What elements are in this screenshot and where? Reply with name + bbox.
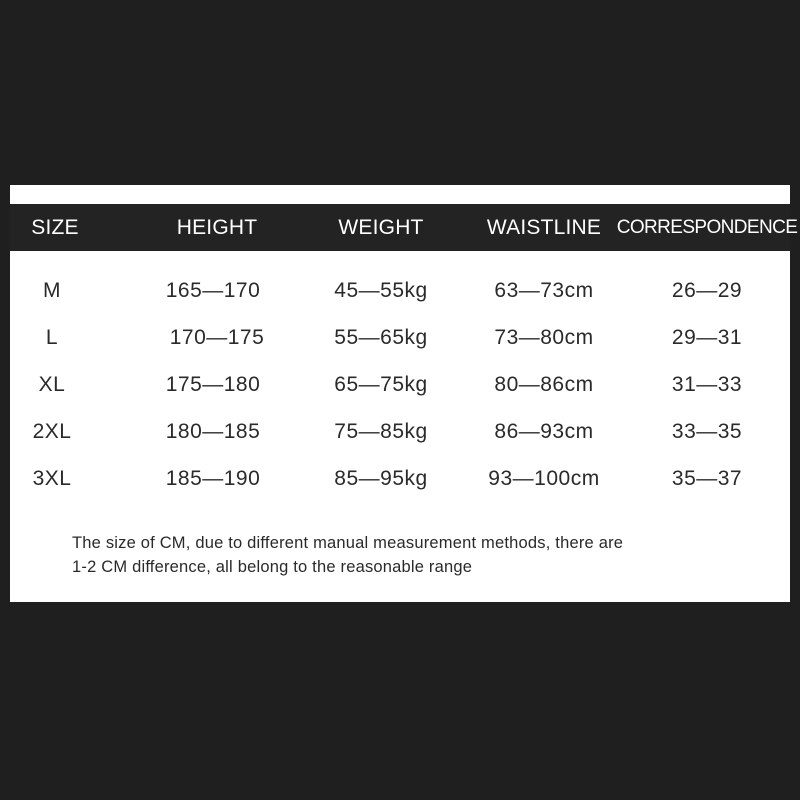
measurement-note-line-2: 1-2 CM difference, all belong to the reasonable range bbox=[72, 558, 473, 576]
header-correspondence: CORRESPONDENCE bbox=[616, 217, 798, 238]
cell-weight: 65—75kg bbox=[334, 373, 428, 396]
table-row bbox=[10, 276, 790, 306]
cell-correspondence: 29—31 bbox=[671, 326, 743, 349]
cell-size: XL bbox=[38, 373, 66, 396]
cell-weight: 55—65kg bbox=[334, 326, 428, 349]
measurement-note-line-1: The size of CM, due to different manual measurement methods, there are bbox=[72, 534, 624, 552]
header-waistline: WAISTLINE bbox=[486, 216, 602, 239]
cell-correspondence: 31—33 bbox=[671, 373, 743, 396]
cell-weight: 45—55kg bbox=[334, 279, 428, 302]
cell-height: 175—180 bbox=[165, 373, 261, 396]
cell-waistline: 73—80cm bbox=[494, 326, 594, 349]
cell-height: 165—170 bbox=[165, 279, 261, 302]
cell-waistline: 63—73cm bbox=[494, 279, 594, 302]
cell-height: 170—175 bbox=[169, 326, 265, 349]
header-size: SIZE bbox=[31, 216, 79, 239]
table-row bbox=[10, 370, 790, 400]
cell-correspondence: 26—29 bbox=[671, 279, 743, 302]
cell-height: 185—190 bbox=[165, 467, 261, 490]
cell-correspondence: 33—35 bbox=[671, 420, 743, 443]
cell-waistline: 86—93cm bbox=[494, 420, 594, 443]
cell-weight: 85—95kg bbox=[334, 467, 428, 490]
header-height: HEIGHT bbox=[176, 216, 258, 239]
cell-waistline: 93—100cm bbox=[488, 467, 600, 490]
cell-size: M bbox=[43, 279, 61, 302]
cell-size: 3XL bbox=[32, 467, 72, 490]
cell-size: 2XL bbox=[32, 420, 72, 443]
table-row bbox=[10, 464, 790, 494]
cell-height: 180—185 bbox=[165, 420, 261, 443]
size-chart-header bbox=[10, 204, 798, 251]
size-chart-card bbox=[10, 185, 798, 602]
table-row bbox=[10, 417, 790, 447]
cell-weight: 75—85kg bbox=[334, 420, 428, 443]
cell-correspondence: 35—37 bbox=[671, 467, 743, 490]
cell-size: L bbox=[45, 326, 59, 349]
cell-waistline: 80—86cm bbox=[494, 373, 594, 396]
table-row bbox=[10, 323, 790, 353]
measurement-note bbox=[72, 531, 752, 579]
header-weight: WEIGHT bbox=[338, 216, 424, 239]
